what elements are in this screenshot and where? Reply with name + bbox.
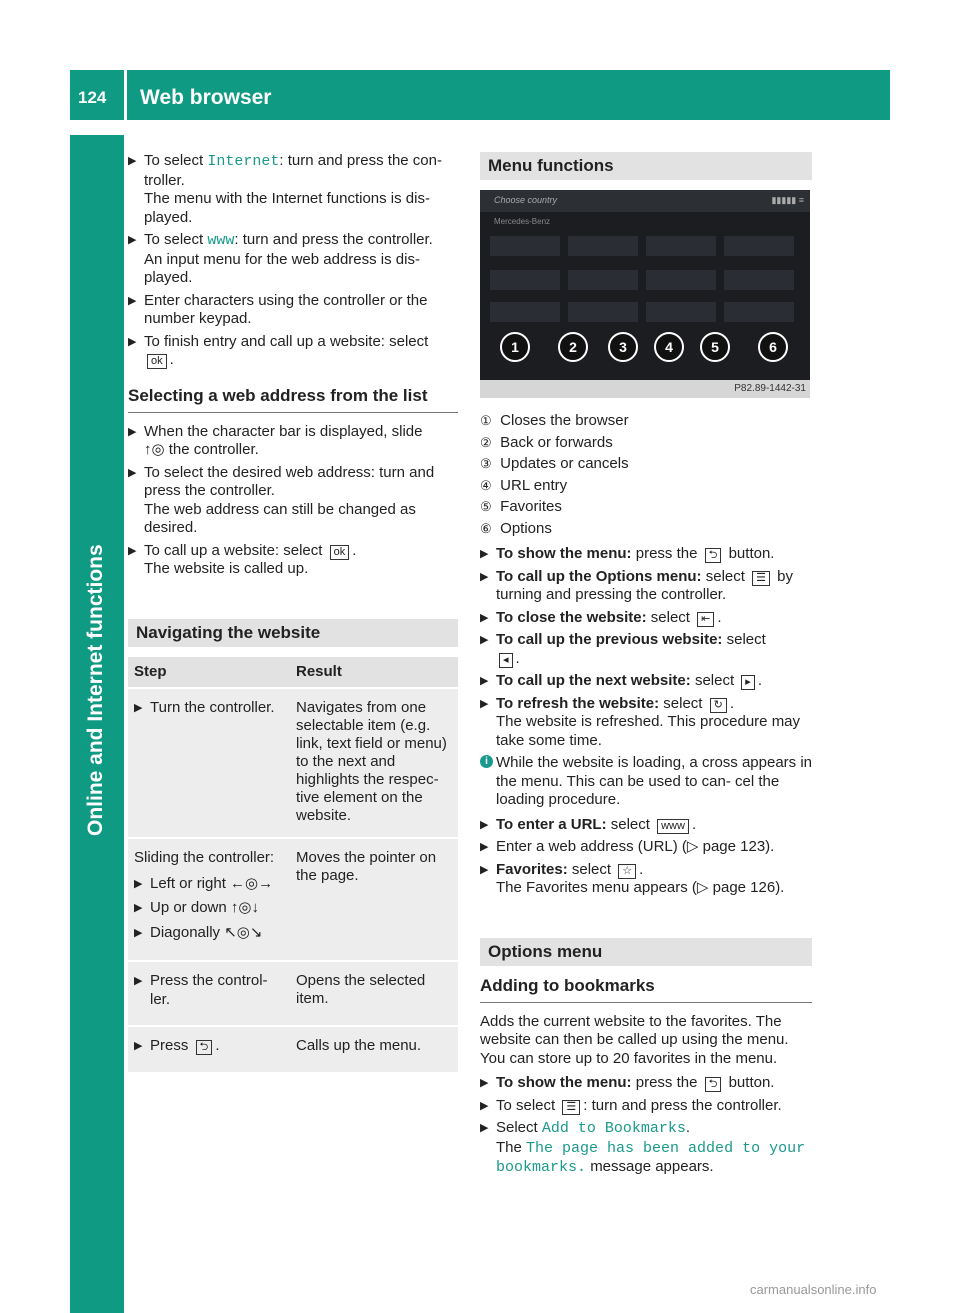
watermark: carmanualsonline.info bbox=[750, 1282, 877, 1297]
heading-select-from-list: Selecting a web address from the list bbox=[128, 386, 458, 413]
info-icon: i bbox=[480, 755, 493, 768]
callout-5: 5 bbox=[700, 332, 730, 362]
step-previous-website: ▶ To call up the previous website: select ◂ . bbox=[480, 631, 766, 667]
right-column bbox=[480, 152, 812, 1182]
callout-6: 6 bbox=[758, 332, 788, 362]
callout-1: 1 bbox=[500, 332, 530, 362]
step-call-up-website: ▶ To call up a website: select ok . The website is called up. bbox=[128, 541, 357, 577]
page-number: 124 bbox=[78, 88, 107, 107]
ok-icon: ok bbox=[147, 354, 167, 369]
callout-4: 4 bbox=[654, 332, 684, 362]
image-code: P82.89-1442-31 bbox=[480, 380, 810, 398]
forward-arrow-icon: ▸ bbox=[741, 675, 755, 690]
step-enter-address: ▶ Enter a web address (URL) (▷ page 123). bbox=[480, 838, 775, 855]
list-item: ② Back or forwards bbox=[480, 433, 613, 451]
heading-adding-bookmarks: Adding to bookmarks bbox=[480, 976, 812, 1003]
back-icon: ⮌ bbox=[196, 1040, 213, 1055]
list-item: ③ Updates or cancels bbox=[480, 455, 629, 472]
options-icon: ☰ bbox=[562, 1100, 580, 1115]
legend-list bbox=[480, 410, 812, 539]
side-tab-label: Online and Internet functions bbox=[84, 544, 107, 836]
table-row: ▶ Press the control- ler. Opens the selected item. bbox=[128, 961, 458, 1026]
step-refresh-website: ▶ To refresh the website: select ↻ . The website is refreshed. This procedure may take some time. bbox=[480, 694, 801, 749]
step-select-options: ▶ To select ☰ : turn and press the controller. bbox=[480, 1096, 782, 1114]
step-finish-entry: ▶ To finish entry and call up a website: select ok . bbox=[128, 332, 429, 368]
list-item: ① Closes the browser bbox=[480, 412, 629, 429]
step-close-website: ▶ To close the website: select ⇤ . bbox=[480, 608, 722, 626]
table-row: ▶ Press ⮌ . Calls up the menu. bbox=[128, 1026, 458, 1073]
left-column bbox=[128, 152, 458, 1074]
url-entry-icon: www bbox=[657, 819, 689, 834]
controller-up-icon: ↑◎ bbox=[144, 441, 165, 458]
page-title: Web browser bbox=[140, 86, 272, 109]
step-select-internet: ▶ To select Internet: turn and press the con- troller. The menu with the Internet functions is dis- played. bbox=[128, 152, 442, 226]
callout-3: 3 bbox=[608, 332, 638, 362]
browser-top-bar: Choose country ▮▮▮▮▮ ≡ bbox=[480, 190, 810, 212]
back-arrow-icon: ◂ bbox=[499, 653, 513, 668]
bookmarks-intro: Adds the current website to the favorites. The website can then be called up using the menu. You can store up to 20 favorites in the menu. bbox=[480, 1012, 789, 1067]
header-separator bbox=[124, 70, 127, 120]
back-icon: ⮌ bbox=[705, 548, 722, 563]
section-options-menu: Options menu bbox=[480, 938, 812, 966]
step-options-menu: ▶ To call up the Options menu: select ☰ by turning and pressing the controller. bbox=[480, 567, 793, 603]
star-icon: ☆ bbox=[618, 864, 636, 879]
table-row: Sliding the controller: ▶ Left or right ←◎→ ▶ Up or down ↑◎↓ ▶ Diagonally ↖◎↘ Moves the pointer on the page. bbox=[128, 838, 458, 962]
table-header-result: Result bbox=[290, 657, 458, 688]
section-navigating: Navigating the website bbox=[128, 619, 458, 647]
list-item: ⑥ Options bbox=[480, 519, 552, 537]
callout-2: 2 bbox=[558, 332, 588, 362]
step-enter-characters: ▶ Enter characters using the controller or the number keypad. bbox=[128, 291, 428, 327]
table-row: ▶ Turn the controller. Navigates from one selectable item (e.g. link, text field or menu) to the next and highlights the respec- tive element on the website. bbox=[128, 688, 458, 838]
ok-icon: ok bbox=[330, 545, 350, 560]
back-icon: ⮌ bbox=[705, 1077, 722, 1092]
step-favorites: ▶ Favorites: select ☆ . The Favorites menu appears (▷ page 126). bbox=[480, 860, 785, 896]
step-add-bookmarks: ▶ Select Add to Bookmarks. The The page has been added to your bookmarks. message appears. bbox=[480, 1119, 806, 1176]
step-next-website: ▶ To call up the next website: select ▸ . bbox=[480, 672, 762, 689]
navigation-table bbox=[128, 657, 458, 1074]
browser-screenshot: Choose country ▮▮▮▮▮ ≡ Mercedes-Benz 1 2 3 4 5 6 P82.89-1442-31 bbox=[480, 190, 810, 398]
table-header-step: Step bbox=[128, 657, 290, 688]
step-enter-url: ▶ To enter a URL: select www . bbox=[480, 815, 697, 833]
step-show-menu-2: ▶ To show the menu: press the ⮌ button. bbox=[480, 1074, 775, 1091]
step-select-www: ▶ To select www: turn and press the controller. An input menu for the web address is dis- played. bbox=[128, 231, 433, 286]
refresh-icon: ↻ bbox=[710, 698, 727, 713]
section-menu-functions: Menu functions bbox=[480, 152, 812, 180]
close-browser-icon: ⇤ bbox=[697, 612, 714, 627]
list-item: ⑤ Favorites bbox=[480, 498, 562, 515]
step-select-web-address: ▶ To select the desired web address: turn and press the controller. The web address can still be changed as desired. bbox=[128, 463, 435, 536]
list-item: ④ URL entry bbox=[480, 476, 568, 494]
info-note: i While the website is loading, a cross appears in the menu. This can be used to can- cel the loading procedure. bbox=[480, 754, 812, 810]
options-icon: ☰ bbox=[752, 571, 770, 586]
step-slide-controller: ▶ When the character bar is displayed, slide ↑◎ the controller. bbox=[128, 422, 423, 458]
step-show-menu: ▶ To show the menu: press the ⮌ button. bbox=[480, 545, 775, 562]
